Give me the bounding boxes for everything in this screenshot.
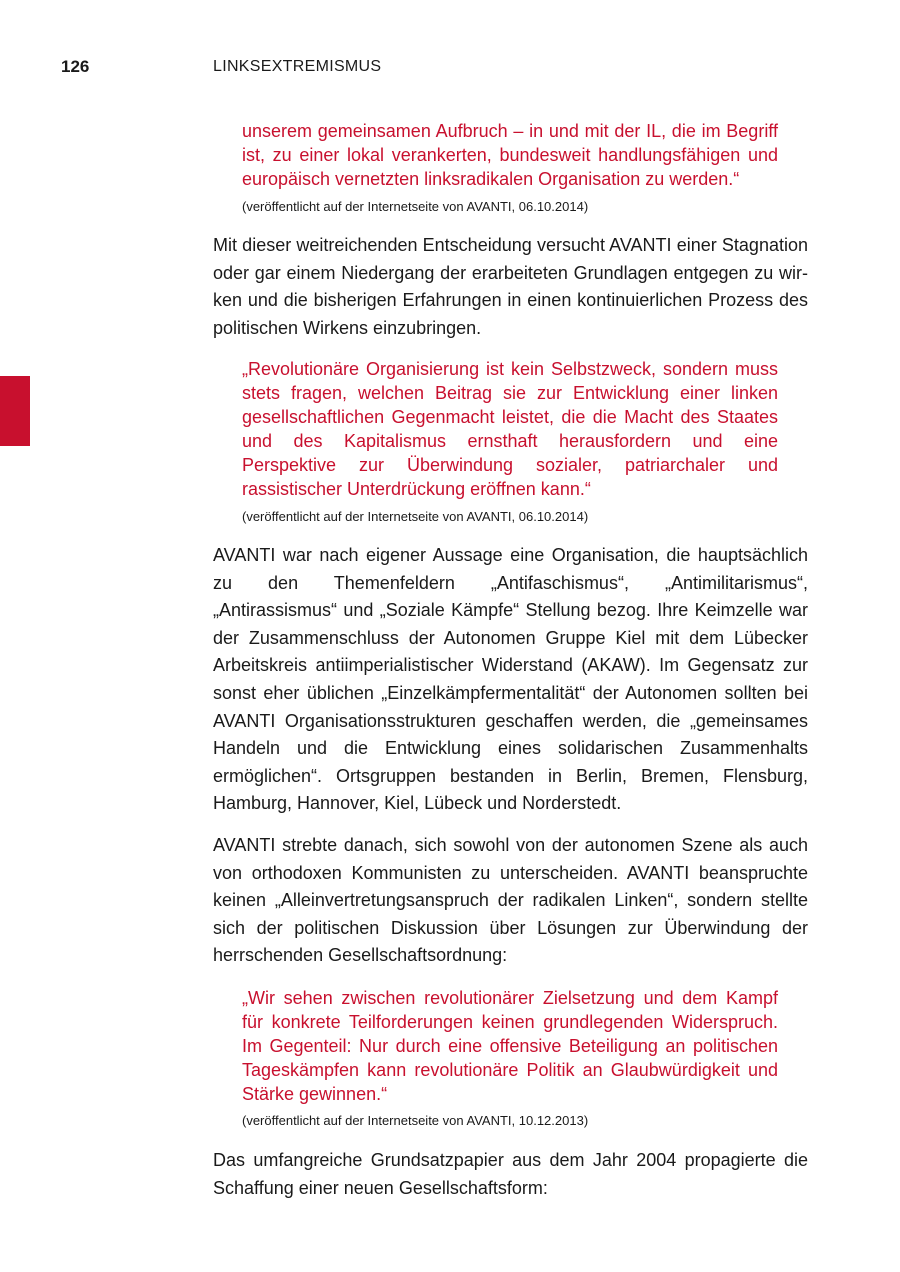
quote-2: „Revolutionäre Organisierung ist kein Selbstzweck, sondern muss stets fragen, welchen Beitrag sie zur Entwicklung einer linken gesellschaftlichen Gegenmacht leistet, die die Macht des Staates und des Kapitalismus ernsthaft herausfordern und eine Perspektive zur Überwindung sozialer, patriarchaler und rassistischer Unterdrückung eröffnen kann.“ bbox=[242, 359, 778, 499]
quote-3-source: (veröffentlicht auf der Internetseite von AVANTI, 10.12.2013) bbox=[242, 1113, 589, 1128]
paragraph-3: AVANTI strebte danach, sich sowohl von der autonomen Szene als auch von orthodoxen Kommunisten zu unterscheiden. AVANTI beanspruchte keinen „Alleinvertretungsanspruch der radikalen Linken“, sondern stellte sich der politischen Diskussion über Lösungen zur Überwindung der herrschenden Gesellschaftsordnung: bbox=[213, 835, 808, 966]
paragraph-4: Das umfangreiche Grundsatzpapier aus dem Jahr 2004 propagierte die Schaffung einer neuen Gesellschaftsform: bbox=[213, 1150, 808, 1198]
paragraph-2: AVANTI war nach eigener Aussage eine Organisation, die hauptsächlich zu den Themenfeldern „Antifaschismus“, „Antimilitarismus“, „Antirassismus“ und „Soziale Kämpfe“ Stellung bezog. Ihre Keimzelle war der Zusammenschluss der Autonomen Gruppe Kiel mit dem Lübecker Arbeitskreis antiimperialistischer Widerstand (AKAW). Im Gegensatz zur sonst eher üblichen „Einzelkämpfermentalität“ der Autonomen sollten bei AVANTI Organisationsstrukturen geschaffen werden, die „gemeinsames Handeln und die Entwicklung eines solidarischen Zusammenhalts ermöglichen“. Ortsgruppen bestanden in Berlin, Bremen, Flensburg, Hamburg, Hannover, Kiel, Lübeck und Norderstedt. bbox=[213, 545, 808, 814]
quote-2-source: (veröffentlicht auf der Internetseite von AVANTI, 06.10.2014) bbox=[242, 509, 589, 524]
quote-3: „Wir sehen zwischen revolutionärer Zielsetzung und dem Kampf für konkrete Teilforderungen keinen grundlegenden Widerspruch. Im Gegenteil: Nur durch eine offensive Beteiligung an politischen Tageskämpfen kann revolutionäre Politik an Glaubwürdigkeit und Stärke gewinnen.“ bbox=[242, 988, 778, 1104]
paragraph-1: Mit dieser weitreichenden Entscheidung versucht AVANTI einer Stagnation oder gar einem Niedergang der erarbeiteten Grundlagen entgegen zu wirken und die bisherigen Erfahrungen in einen kontinuierlichen Prozess des politischen Wirkens einzubringen. bbox=[213, 235, 808, 338]
quote-1: unserem gemeinsamen Aufbruch – in und mit der IL, die im Begriff ist, zu einer lokal verankerten, bundesweit handlungsfähigen und europäisch vernetzten linksradikalen Organisation zu werden.“ bbox=[242, 121, 778, 189]
quote-1-source: (veröffentlicht auf der Internetseite von AVANTI, 06.10.2014) bbox=[242, 199, 589, 214]
chapter-side-tab bbox=[0, 376, 30, 446]
page-number: 126 bbox=[61, 57, 90, 76]
running-head: LINKSEXTREMISMUS bbox=[213, 58, 382, 75]
